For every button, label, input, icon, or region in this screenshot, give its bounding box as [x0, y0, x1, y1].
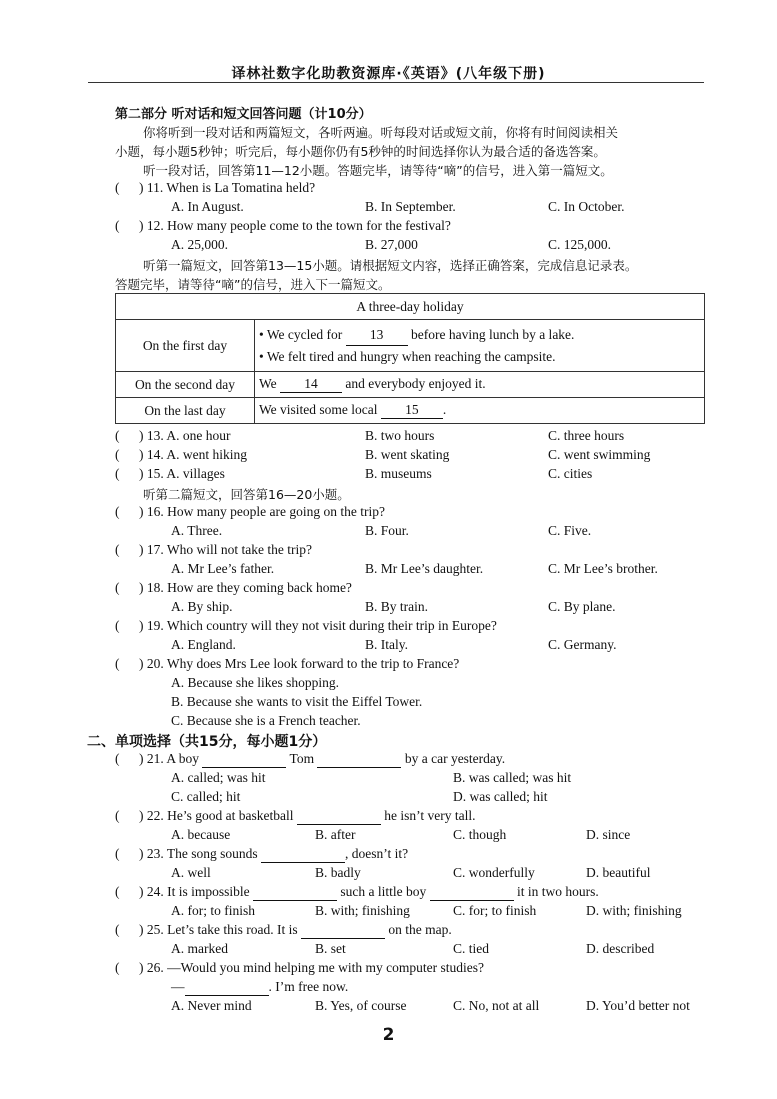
q23-option-a: A. well — [171, 865, 211, 880]
day1-label: On the first day — [116, 320, 255, 372]
q23-stem-b: , doesn’t it? — [345, 846, 409, 861]
q23-blank — [261, 846, 345, 863]
answer-paren: ( — [115, 180, 120, 195]
q22-stem-a: ) 22. He’s good at basketball — [139, 808, 294, 823]
day3-pre: We visited some local — [259, 402, 378, 417]
answer-paren: ( — [115, 751, 120, 766]
q25-option-d: D. described — [586, 941, 655, 956]
q18-option-a: A. By ship. — [171, 599, 233, 614]
q20-option-b: B. Because she wants to visit the Eiffel Tower. — [171, 694, 423, 709]
q20-option-a: A. Because she likes shopping. — [171, 675, 339, 690]
answer-paren: ( — [115, 466, 120, 481]
day2-pre: We — [259, 376, 277, 391]
q20-stem: ) 20. Why does Mrs Lee look forward to the trip to France? — [139, 656, 460, 671]
q21-stem-c: by a car yesterday. — [404, 751, 506, 766]
q19-option-b: B. Italy. — [365, 637, 408, 652]
q11-option-a: A. In August. — [171, 199, 244, 214]
q15-option-c: C. cities — [548, 466, 593, 481]
q17-option-a: A. Mr Lee’s father. — [171, 561, 275, 576]
q24-stem-a: ) 24. It is impossible — [139, 884, 250, 899]
q25-stem-b: on the map. — [388, 922, 452, 937]
passage2-intro: 听第二篇短文，回答第16—20小题。 — [143, 487, 350, 502]
q16-stem: ) 16. How many people are going on the trip? — [139, 504, 385, 519]
q26-blank — [185, 979, 269, 996]
answer-paren: ( — [115, 960, 120, 975]
answer-paren: ( — [115, 542, 120, 557]
q21-option-a: A. called; was hit — [171, 770, 266, 785]
q15-stem: ) 15. A. villages — [139, 466, 225, 481]
answer-paren: ( — [115, 884, 120, 899]
q26-reply-b: . I’m free now. — [268, 979, 349, 994]
q21-stem-a: ) 21. A boy — [139, 751, 200, 766]
part2-intro-2: 小题，每小题5秒钟；听完后，每小题你仍有5秒钟的时间选择你认为最合适的备选答案。 — [115, 144, 606, 159]
q26-option-a: A. Never mind — [171, 998, 252, 1013]
header-divider — [88, 82, 704, 83]
day2-post: and everybody enjoyed it. — [345, 376, 486, 391]
q24-stem-c: it in two hours. — [516, 884, 599, 899]
blank-14: 14 — [280, 376, 342, 393]
q26-reply-dash: — — [171, 979, 185, 994]
q13-stem: ) 13. A. one hour — [139, 428, 231, 443]
blank-13: 13 — [346, 324, 408, 346]
q21-blank-2 — [317, 751, 401, 768]
q12-option-c: C. 125,000. — [548, 237, 612, 252]
q23-option-d: D. beautiful — [586, 865, 651, 880]
q12-stem: ) 12. How many people come to the town for the festival? — [139, 218, 451, 233]
answer-paren: ( — [115, 846, 120, 861]
answer-paren: ( — [115, 808, 120, 823]
passage1-intro-1: 听第一篇短文，回答第13—15小题。请根据短文内容，选择正确答案，完成信息记录表。 — [143, 258, 638, 273]
day1-line1-pre: • We cycled for — [259, 327, 343, 342]
q22-option-d: D. since — [586, 827, 631, 842]
dialog-intro: 听一段对话，回答第11—12小题。答题完毕，请等待“嘀”的信号，进入第一篇短文。 — [143, 163, 613, 178]
q25-stem — [139, 922, 452, 939]
passage1-intro-2: 答题完毕，请等待“嘀”的信号，进入下一篇短文。 — [115, 277, 391, 292]
day2-label: On the second day — [116, 372, 255, 398]
day1-line1-post: before having lunch by a lake. — [410, 327, 575, 342]
q23-stem — [139, 846, 408, 863]
q26-stem: ) 26. —Would you mind helping me with my computer studies? — [139, 960, 484, 975]
q16-option-b: B. Four. — [365, 523, 409, 538]
q15-option-b: B. museums — [365, 466, 432, 481]
page-header: 译林社数字化助教资源库·《英语》(八年级下册) — [231, 66, 546, 82]
q14-stem: ) 14. A. went hiking — [139, 447, 247, 462]
q24-option-c: C. for; to finish — [453, 903, 537, 918]
q23-stem-a: ) 23. The song sounds — [139, 846, 258, 861]
q13-option-b: B. two hours — [365, 428, 435, 443]
q11-option-b: B. In September. — [365, 199, 456, 214]
q17-stem: ) 17. Who will not take the trip? — [139, 542, 312, 557]
q21-blank-1 — [202, 751, 286, 768]
q18-option-c: C. By plane. — [548, 599, 616, 614]
answer-paren: ( — [115, 922, 120, 937]
q19-stem: ) 19. Which country will they not visit during their trip in Europe? — [139, 618, 497, 633]
q22-option-a: A. because — [171, 827, 231, 842]
holiday-info-table — [115, 293, 705, 424]
q21-option-d: D. was called; hit — [453, 789, 548, 804]
q13-option-c: C. three hours — [548, 428, 625, 443]
q18-option-b: B. By train. — [365, 599, 428, 614]
q23-option-c: C. wonderfully — [453, 865, 535, 880]
q26-option-c: C. No, not at all — [453, 998, 540, 1013]
q14-option-c: C. went swimming — [548, 447, 651, 462]
q25-option-b: B. set — [315, 941, 346, 956]
table-title: A three-day holiday — [116, 294, 705, 320]
q19-option-a: A. England. — [171, 637, 236, 652]
q21-stem-b: Tom — [289, 751, 315, 766]
q24-option-d: D. with; finishing — [586, 903, 682, 918]
q25-blank — [301, 922, 385, 939]
day3-content — [255, 398, 705, 424]
q22-stem — [139, 808, 475, 825]
day3-post: . — [442, 402, 447, 417]
q11-option-c: C. In October. — [548, 199, 625, 214]
q23-option-b: B. badly — [315, 865, 361, 880]
q16-option-c: C. Five. — [548, 523, 592, 538]
answer-paren: ( — [115, 656, 120, 671]
answer-paren: ( — [115, 618, 120, 633]
answer-paren: ( — [115, 218, 120, 233]
day1-content — [255, 320, 705, 372]
q17-option-c: C. Mr Lee’s brother. — [548, 561, 658, 576]
blank-15: 15 — [381, 402, 443, 419]
answer-paren: ( — [115, 504, 120, 519]
q22-stem-b: he isn’t very tall. — [384, 808, 476, 823]
q19-option-c: C. Germany. — [548, 637, 617, 652]
q16-option-a: A. Three. — [171, 523, 223, 538]
q12-option-b: B. 27,000 — [365, 237, 418, 252]
q20-option-c: C. Because she is a French teacher. — [171, 713, 361, 728]
day1-line2: • We felt tired and hungry when reaching the campsite. — [259, 349, 556, 364]
page-number: 2 — [382, 1025, 395, 1045]
q26-option-b: B. Yes, of course — [315, 998, 407, 1013]
answer-paren: ( — [115, 428, 120, 443]
q17-option-b: B. Mr Lee’s daughter. — [365, 561, 484, 576]
day3-label: On the last day — [116, 398, 255, 424]
q22-blank — [297, 808, 381, 825]
q14-option-b: B. went skating — [365, 447, 450, 462]
answer-paren: ( — [115, 580, 120, 595]
q25-option-a: A. marked — [171, 941, 228, 956]
q21-option-b: B. was called; was hit — [453, 770, 572, 785]
q18-stem: ) 18. How are they coming back home? — [139, 580, 352, 595]
q25-stem-a: ) 25. Let’s take this road. It is — [139, 922, 298, 937]
answer-paren: ( — [115, 447, 120, 462]
q24-stem — [139, 884, 599, 901]
q24-option-b: B. with; finishing — [315, 903, 410, 918]
section2-title: 二、单项选择（共15分，每小题1分） — [87, 734, 327, 750]
q26-reply — [171, 979, 348, 996]
day2-content — [255, 372, 705, 398]
q21-stem — [139, 751, 505, 768]
part2-intro-1: 你将听到一段对话和两篇短文，各听两遍。听每段对话或短文前，你将有时间阅读相关 — [143, 125, 619, 140]
q22-option-b: B. after — [315, 827, 356, 842]
q24-blank-2 — [430, 884, 514, 901]
q24-option-a: A. for; to finish — [171, 903, 255, 918]
q11-stem: ) 11. When is La Tomatina held? — [139, 180, 316, 195]
q22-option-c: C. though — [453, 827, 507, 842]
q24-stem-b: such a little boy — [340, 884, 427, 899]
q24-blank-1 — [253, 884, 337, 901]
q21-option-c: C. called; hit — [171, 789, 241, 804]
q26-option-d: D. You’d better not — [586, 998, 690, 1013]
q12-option-a: A. 25,000. — [171, 237, 228, 252]
q25-option-c: C. tied — [453, 941, 489, 956]
part2-title: 第二部分 听对话和短文回答问题（计10分） — [115, 107, 372, 122]
